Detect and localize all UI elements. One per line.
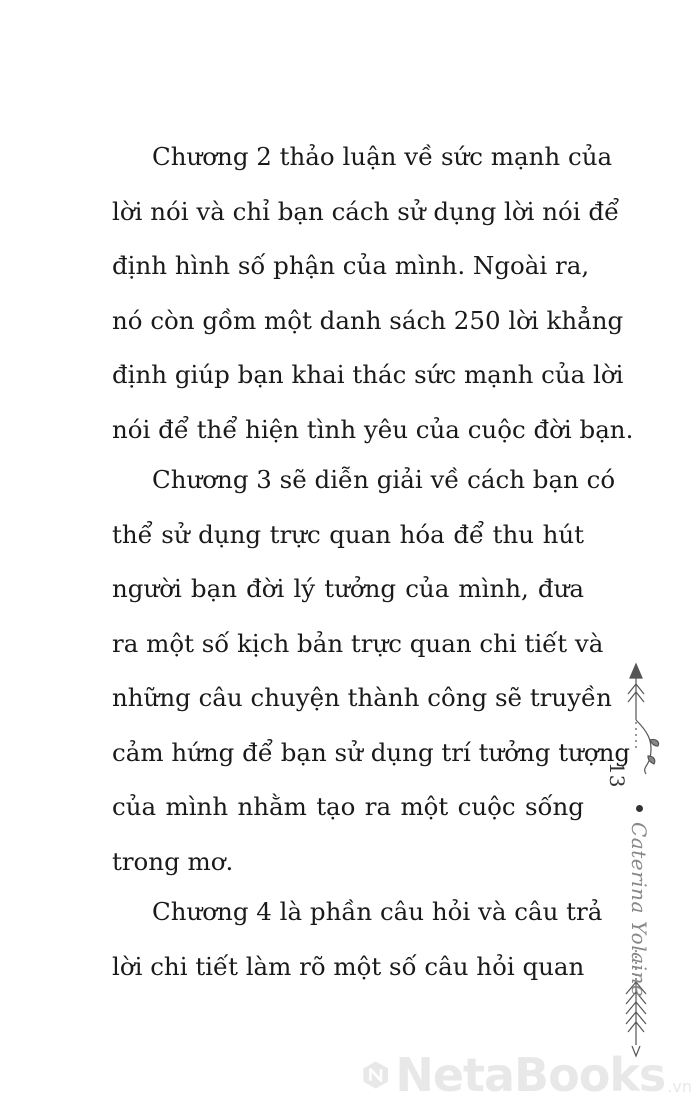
text-line: của mình nhằm tạo ra một cuộc sống <box>112 792 584 821</box>
watermark-suffix: .vn <box>667 1077 692 1096</box>
text-line: thể sử dụng trực quan hóa để thu hút <box>112 519 584 549</box>
text-line: những câu chuyện thành công sẽ truyền <box>112 683 612 712</box>
netabooks-logo-icon <box>362 1042 389 1108</box>
watermark-brand: NetaBooks <box>395 1048 666 1102</box>
text-line: Chương 2 thảo luận về sức mạnh của <box>152 142 613 171</box>
text-line: cảm hứng để bạn sử dụng trí tưởng tượng <box>112 737 631 767</box>
text-line: Chương 3 sẽ diễn giải về cách bạn có <box>152 465 616 494</box>
author-name: Caterina Yolaine <box>627 822 651 998</box>
text-line: nói để thể hiện tình yêu của cuộc đời bạn. <box>112 414 634 444</box>
text-line: trong mơ. <box>112 846 234 876</box>
page-number: 13 <box>605 762 629 788</box>
paragraph-chapter-2 <box>112 130 634 457</box>
text-line: lời chi tiết làm rõ một số câu hỏi quan <box>112 951 585 981</box>
text-line: định hình số phận của mình. Ngoài ra, <box>112 251 590 280</box>
paragraph-chapter-4 <box>112 885 603 994</box>
text-line: người bạn đời lý tưởng của mình, đưa <box>112 574 584 603</box>
text-line: định giúp bạn khai thác sức mạnh của lời <box>112 360 624 389</box>
separator-dot-icon <box>636 805 643 812</box>
text-line: lời nói và chỉ bạn cách sử dụng lời nói để <box>112 196 620 226</box>
text-line: nó còn gồm một danh sách 250 lời khẳng <box>112 305 624 335</box>
text-line: ra một số kịch bản trực quan chi tiết và <box>112 628 604 658</box>
watermark <box>362 1040 692 1110</box>
text-line: Chương 4 là phần câu hỏi và câu trả <box>152 897 603 926</box>
